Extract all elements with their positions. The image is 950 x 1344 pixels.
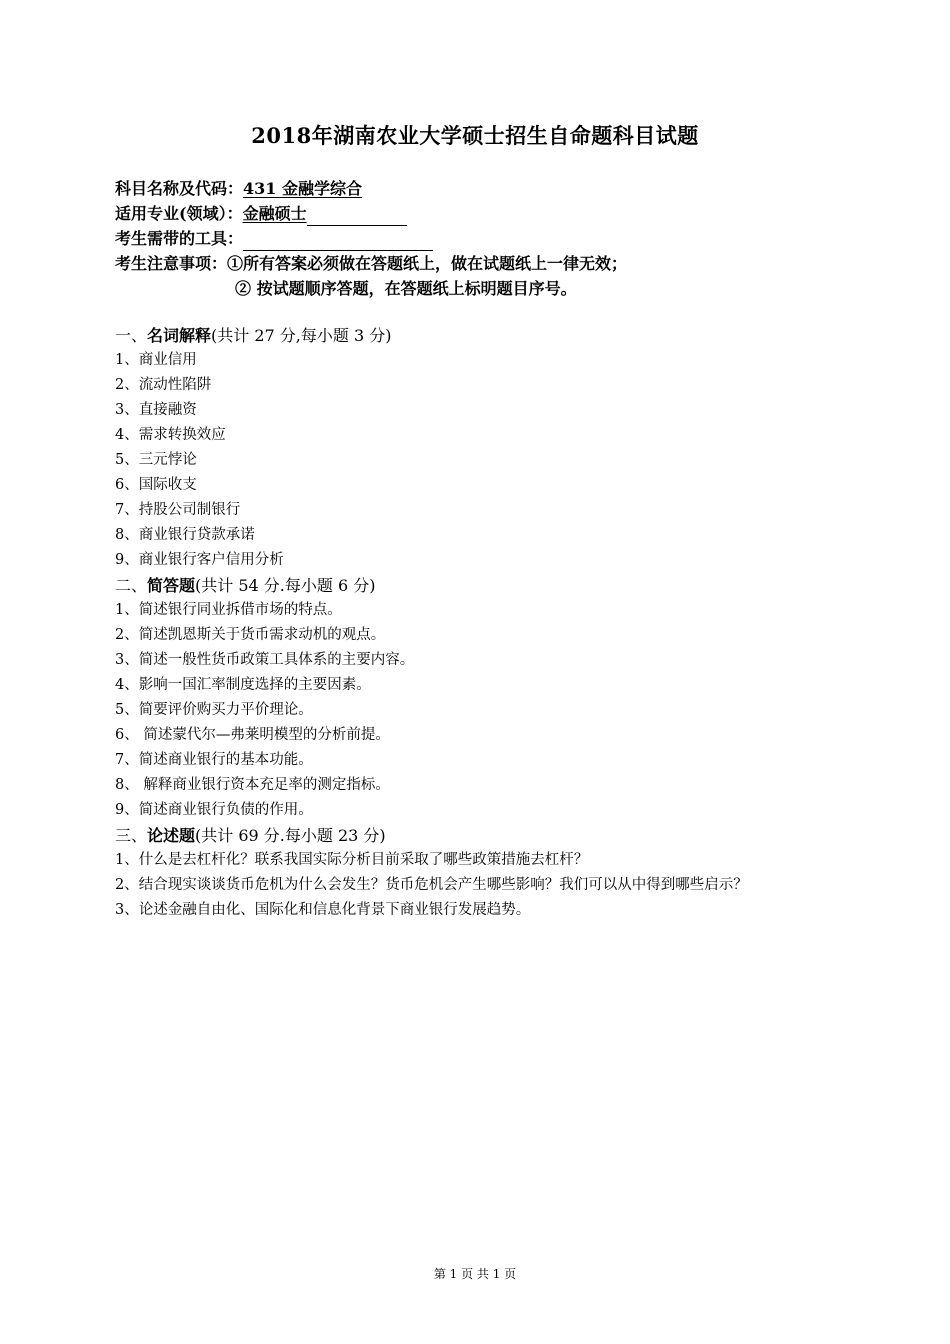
question-item: 8、 解释商业银行资本充足率的测定指标。 [115,777,390,793]
questions [115,323,748,923]
tools-row [115,226,627,251]
subject-label: 科目名称及代码： [115,179,244,198]
notice-row-2 [115,276,627,301]
section-prefix: 三、 [115,826,148,845]
question-item: 5、三元悖论 [115,452,197,468]
notice-1: ①所有答案必须做在答题纸上，做在试题纸上一律无效； [227,254,628,273]
question-item: 5、简要评价购买力平价理论。 [115,702,313,718]
question-item: 8、商业银行贷款承诺 [115,527,255,543]
question-item: 7、简述商业银行的基本功能。 [115,752,313,768]
question-item: 9、商业银行客户信用分析 [115,552,284,568]
subject-value: 431 金融学综合 [243,179,362,198]
major-label: 适用专业(领域）： [115,204,243,223]
major-value: 金融硕士 [242,204,307,223]
question-item: 2、结合现实谈谈货币危机为什么会发生？货币危机会产生哪些影响？我们可以从中得到哪些启示？ [115,877,748,893]
section-note: (共计 54 分.每小题 6 分) [195,576,376,595]
tools-label: 考生需带的工具： [115,229,244,248]
section-heading [115,573,748,598]
exam-meta [115,176,627,301]
section-name: 名词解释 [147,326,212,345]
question-item: 2、简述凯恩斯关于货币需求动机的观点。 [115,627,386,643]
question-item: 3、论述金融自由化、国际化和信息化背景下商业银行发展趋势。 [115,902,531,918]
question-item: 4、需求转换效应 [115,427,226,443]
notice-2: ② 按试题顺序答题，在答题纸上标明题目序号。 [235,279,577,298]
notice-label: 考生注意事项： [115,254,228,273]
subject-row [115,176,627,201]
question-item: 1、简述银行同业拆借市场的特点。 [115,602,342,618]
question-item: 4、影响一国汇率制度选择的主要因素。 [115,677,371,693]
question-item: 3、简述一般性货币政策工具体系的主要内容。 [115,652,415,668]
section-note: (共计 69 分.每小题 23 分) [195,826,386,845]
question-item: 3、直接融资 [115,402,197,418]
question-item: 1、什么是去杠杆化？联系我国实际分析目前采取了哪些政策措施去杠杆？ [115,852,589,868]
section-heading [115,323,748,348]
page-title: 2018年湖南农业大学硕士招生自命题科目试题 [251,123,699,148]
question-item: 2、流动性陷阱 [115,377,212,393]
page-footer: 第 1 页 共 1 页 [433,1267,517,1281]
question-item: 7、持股公司制银行 [115,502,241,518]
major-blank-line [307,207,407,226]
section-prefix: 二、 [115,576,148,595]
section-note: (共计 27 分,每小题 3 分) [211,326,392,345]
question-item: 9、简述商业银行负债的作用。 [115,802,313,818]
question-item: 6、国际收支 [115,477,197,493]
section-name: 简答题 [147,576,196,595]
question-item: 1、商业信用 [115,352,197,368]
major-row [115,201,627,226]
notice-row [115,251,627,276]
question-item: 6、 简述蒙代尔—弗莱明模型的分析前提。 [115,727,390,743]
section-name: 论述题 [147,826,196,845]
section-prefix: 一、 [115,326,148,345]
tools-blank-line [243,232,433,251]
section-heading [115,823,748,848]
